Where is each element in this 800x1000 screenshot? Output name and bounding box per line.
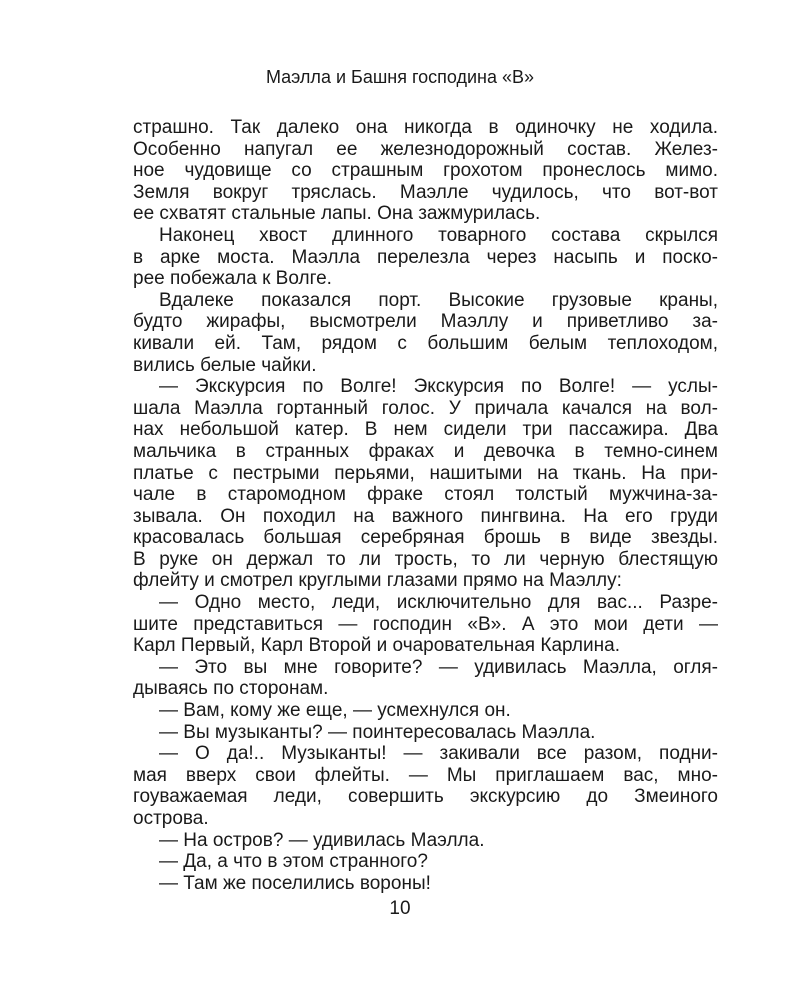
text-line: — Это вы мне говорите? — удивилась Маэлла, огля- [159, 656, 718, 678]
text-line: — Да, а что в этом странного? [159, 851, 428, 873]
text-line: В руке он держал то ли трость, то ли черную блестящую [133, 548, 718, 570]
text-line: шала Маэлла гортанный голос. У причала качался на вол- [133, 397, 718, 419]
text-line: рее побежала к Волге. [133, 268, 332, 290]
body-text [133, 117, 718, 894]
text-line: в арке моста. Маэлла перелезла через насыпь и поско- [133, 246, 718, 268]
text-line: нах небольшой катер. В нем сидели три пассажира. Два [133, 419, 718, 441]
text-line: — Экскурсия по Волге! Экскурсия по Волге! — услы- [159, 376, 718, 398]
text-line: мальчика в странных фраках и девочка в темно-синем [133, 440, 718, 462]
text-line: Вдалеке показался порт. Высокие грузовые краны, [159, 289, 718, 311]
text-line: Наконец хвост длинного товарного состава скрылся [159, 224, 718, 246]
running-title: Маэлла и Башня господина «В» [265, 67, 535, 87]
text-line: платье с пестрыми перьями, нашитыми на ткань. На при- [133, 462, 718, 484]
text-line: будто жирафы, высмотрели Маэллу и приветливо за- [133, 311, 718, 333]
text-line: острова. [133, 808, 209, 829]
text-line: — О да!.. Музыканты! — закивали все разом, подни- [159, 743, 718, 765]
text-line: мая вверх свои флейты. — Мы приглашаем вас, мно- [133, 764, 718, 786]
text-line: гоуважаемая леди, совершить экскурсию до Змеиного [133, 786, 718, 808]
page-number: 10 [389, 898, 411, 919]
text-line: ее схватят стальные лапы. Она зажмурилась. [133, 203, 541, 225]
text-line: кивали ей. Там, рядом с большим белым теплоходом, [133, 332, 718, 354]
text-line: — Вам, кому же еще, — усмехнулся он. [159, 700, 511, 722]
text-line: красовалась большая серебряная брошь в виде звезды. [133, 527, 718, 549]
text-line: страшно. Так далеко она никогда в одиночку не ходила. [133, 117, 718, 138]
text-line: — На остров? — удивилась Маэлла. [159, 829, 485, 851]
text-line: — Вы музыканты? — поинтересовалась Маэлла. [159, 721, 596, 743]
text-line: вились белые чайки. [133, 354, 317, 376]
text-line: Земля вокруг тряслась. Маэлле чудилось, что вот-вот [133, 181, 718, 203]
text-line: чале в старомодном фраке стоял толстый мужчина-за- [133, 484, 718, 506]
text-line: зывала. Он походил на важного пингвина. На его груди [133, 505, 718, 527]
text-line: — Одно место, леди, исключительно для вас... Разре- [159, 592, 718, 614]
text-line: ное чудовище со страшным грохотом пронеслось мимо. [133, 160, 718, 182]
text-line: дываясь по сторонам. [133, 678, 329, 700]
text-line: Карл Первый, Карл Второй и очаровательная Карлина. [133, 635, 620, 657]
text-line: Особенно напугал ее железнодорожный состав. Желез- [133, 138, 718, 160]
text-line: шите представиться — господин «В». А это мои дети — [133, 613, 718, 635]
text-line: — Там же поселились вороны! [159, 872, 431, 894]
text-line: флейту и смотрел круглыми глазами прямо на Маэллу: [133, 570, 622, 592]
